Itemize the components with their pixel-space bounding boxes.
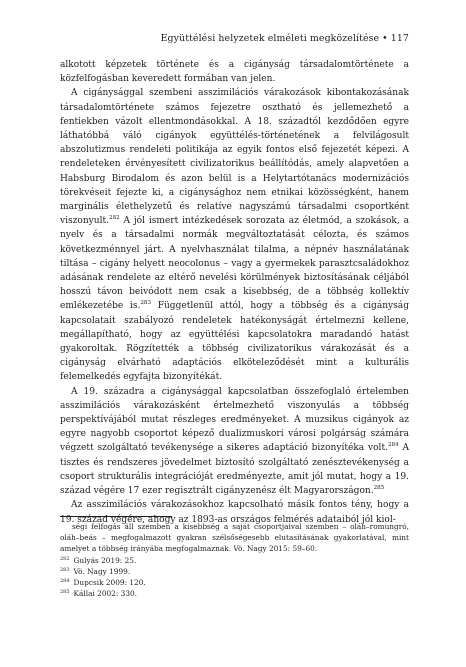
footnote-ref-285[interactable]: 285 xyxy=(373,485,385,492)
paragraph-3 xyxy=(60,385,409,499)
paragraph-3-text: A 19. századra a cigánysággal kapcsolatban összefoglaló értelemben asszimilációs várakozásként értelmezhető viszonyulás a többség perspektívájából mutat részleges eredményeket. A muzsikus cigányok az egyre nagyobb csoportot képező dualizmuskori városi polgárság számára végzett szolgáltató tevékenysége a sikeres adaptáció bizonyítéka volt. xyxy=(60,386,409,454)
paragraph-2-text: A cigánysággal szembeni asszimilációs várakozások kibontakozásának társadalomtörténete számos fejezetre osztható és jellemezhető a fentiekben vázolt ellentmondásokkal. A 18. századtól kezdődően egyre láthatóbbá váló cigányok együttélés-történetének a felvilágosult abszolutizmus rendeleti politikája az egyik fontos első fejezetét képezi. A rendeleteken érvényesített civilizatorikus beállítódás, amely alapvetően a Habsburg Birodalom és azon belül is a Helytartótanács modernizációs törekvéseit fejezte ki, a cigánysághoz nem etnikai közösségként, hanem marginális élethelyzetű és relatíve nagyszámú társadalmi csoportként viszonyult. xyxy=(60,88,409,227)
footnote-number: 285 xyxy=(60,589,70,596)
footnote-text: Kállai 2002: 330. xyxy=(73,589,138,599)
footnotes xyxy=(60,521,409,599)
footnote-285 xyxy=(60,588,409,599)
footnote-282 xyxy=(60,555,409,566)
footnote-continuation: ségi felfogás áll szemben a kisebbség a saját csoportjaival szemben – oláh–romungró, oláh–beás – megfogalmazott gyakran szélsőségesebb elutasításának gyakorlatával, mint amelyet a többség irányába megfogalmaznak. Vö. Nagy 2015: 59–60. xyxy=(60,522,409,554)
paragraph-2-text-end: Függetlenül attól, hogy a többség és a cigányság kapcsolatait szabályozó rendeletek hatékonyságát értelmezni kellene, megállapítható, hogy az együttélési kapcsolatokra maradandó hatást gyakoroltak. Rögzítették a többség civilizatorikus várakozását és a cigányság elvárható adaptációs elköteleződését mint a kulturális felemelkedés egyfajta bizonyítékát. xyxy=(60,301,409,383)
paragraph-2 xyxy=(60,86,409,384)
footnote-ref-284[interactable]: 284 xyxy=(387,442,399,449)
footnote-ref-283[interactable]: 283 xyxy=(140,300,152,307)
running-title: Együttélési helyzetek elméleti megközelítése xyxy=(160,33,380,44)
footnote-text: Dupcsik 2009: 120. xyxy=(73,578,146,588)
footnote-number: 282 xyxy=(60,555,70,562)
footnote-number: 283 xyxy=(60,566,70,573)
footnote-rule xyxy=(60,516,172,517)
paragraph-2-text-cont: A jól ismert intézkedések sorozata az életmód, a szokások, a nyelv és a társadalmi normák megváltoztatását célozta, és számos következménnyel járt. A nyelvhasználat tilalma, a népnév használatának tiltása – cigány helyett neocolonus – vagy a gyermekek parasztcsaládokhoz adásának rendelete az eltérő nevelési körülmények biztosításának céljából hosszú távon beivódott nem csak a kisebbség, de a többség kollektív emlékezetébe is. xyxy=(60,216,409,312)
header-separator: • xyxy=(382,33,388,44)
paragraph-3-text-cont: A tisztes és rendszeres jövedelmet biztosító szolgáltató zenésztevékenység a csoport strukturális integrációját eredményezte, amit jól mutat, hogy a 19. század végére 17 ezer regisztrált cigányzenész élt Magyarországon. xyxy=(60,443,409,497)
footnote-283 xyxy=(60,566,409,577)
paragraph-4: Az asszimilációs várakozásokhoz kapcsolható másik fontos tény, hogy a 19. század végére, ahogy az 1893-as országos felmérés adataiból jól kiol- xyxy=(60,500,409,525)
page-number: 117 xyxy=(390,33,409,44)
running-header xyxy=(60,33,409,44)
footnote-number: 284 xyxy=(60,578,70,585)
footnote-text: Vö. Nagy 1999. xyxy=(73,566,131,576)
footnote-284 xyxy=(60,577,409,588)
footnote-ref-282[interactable]: 282 xyxy=(109,215,120,222)
paragraph-1: alkotott képzetek története és a cigányság társadalomtörténete a közfelfogásban keveredett formában van jelen. xyxy=(60,60,409,85)
body-text xyxy=(60,58,409,527)
footnote-text: Gulyás 2019: 25. xyxy=(73,555,137,565)
